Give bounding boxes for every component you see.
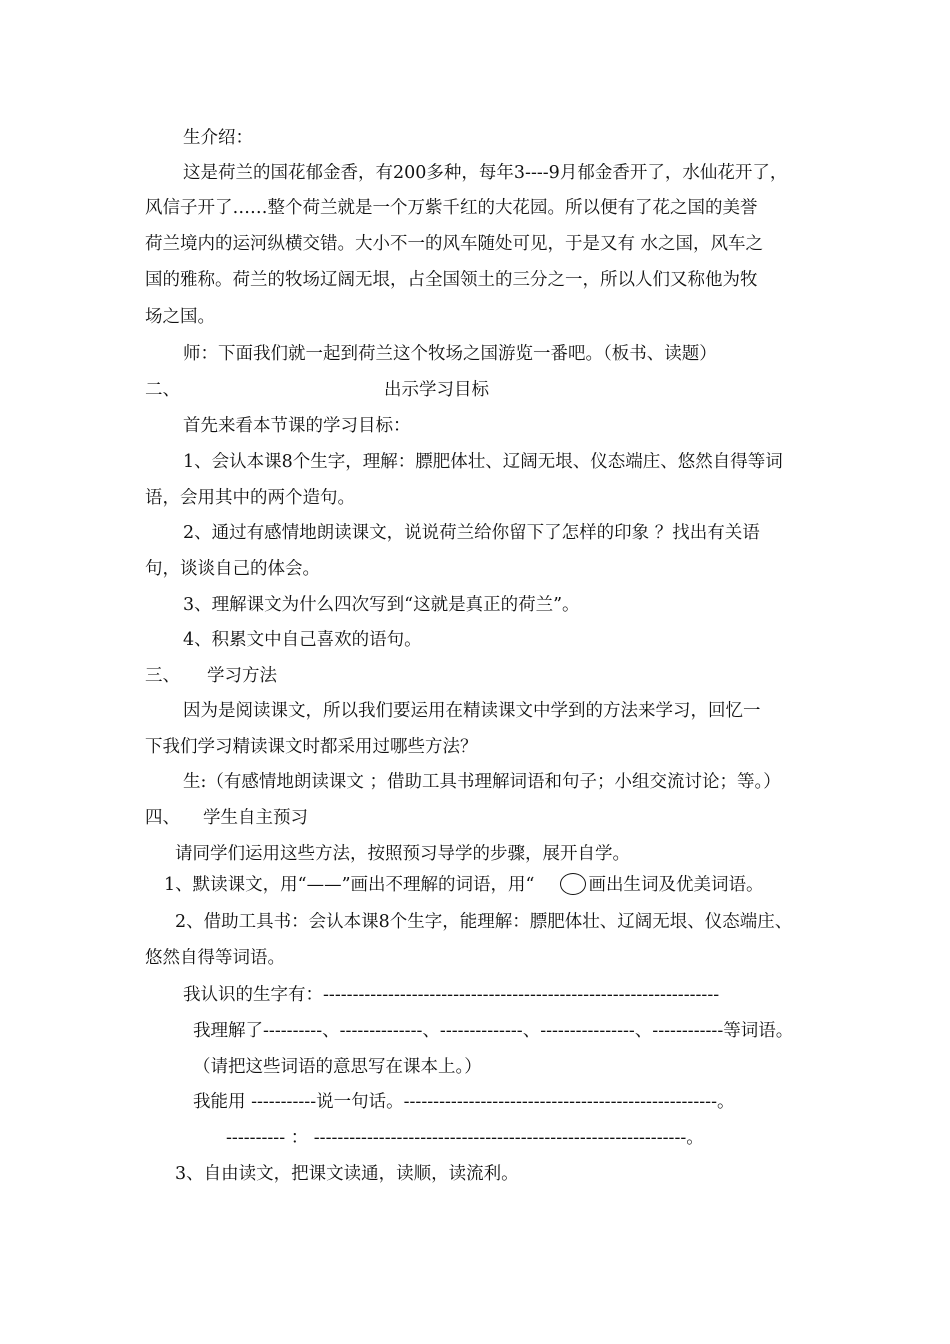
goal-1-line: 1、会认本课8个生字，理解：膘肥体壮、辽阔无垠、仪态端庄、悠然自得等词 xyxy=(183,452,783,472)
method-paragraph-line: 因为是阅读课文，所以我们要运用在精读课文中学到的方法来学习，回忆一 xyxy=(183,701,761,721)
section-4-heading: 学生自主预习 xyxy=(203,808,308,828)
section-3-heading: 学习方法 xyxy=(207,666,277,686)
fill-in-sentence: 我能用 -----------说一句话。-----------------------------------------------------。 xyxy=(193,1092,735,1112)
goal-2-line: 2、通过有感情地朗读课文，说说荷兰给你留下了怎样的印象 ？找出有关语 xyxy=(183,523,760,543)
goal-3-line: 3、理解课文为什么四次写到“这就是真正的荷兰”。 xyxy=(183,595,580,615)
student-answer-line: 生:（有感情地朗读课文 ；借助工具书理解词语和句子；小组交流讨论；等。） xyxy=(183,772,781,792)
preview-lead: 请同学们运用这些方法，按照预习导学的步骤，展开自学。 xyxy=(175,844,630,864)
section-3-number: 三、 xyxy=(145,666,180,686)
intro-paragraph-line: 国的雅称。荷兰的牧场辽阔无垠，占全国领土的三分之一，所以人们又称他为牧 xyxy=(145,270,758,290)
intro-paragraph-line: 荷兰境内的运河纵横交错。大小不一的风车随处可见，于是又有 水之国，风车之 xyxy=(145,234,764,254)
section-4-number: 四、 xyxy=(145,808,180,828)
circle-mark-icon xyxy=(560,873,586,895)
goals-lead: 首先来看本节课的学习目标： xyxy=(183,416,411,436)
section-2-heading: 出示学习目标 xyxy=(384,380,489,400)
intro-paragraph-line: 风信子开了……整个荷兰就是一个万紫千红的大花园。所以便有了花之国的美誉 xyxy=(145,198,758,218)
step-2-line: 悠然自得等词语。 xyxy=(145,948,285,968)
goal-1-line: 语，会用其中的两个造句。 xyxy=(145,488,355,508)
intro-paragraph-line: 场之国。 xyxy=(145,307,215,327)
fill-in-characters: 我认识的生字有：------------------------------------------------------------------- xyxy=(183,985,720,1005)
step-1-text-end: 画出生词及优美词语。 xyxy=(588,875,764,895)
fill-in-words: 我理解了----------、--------------、--------------、----------------、------------等词语。 xyxy=(193,1021,794,1041)
intro-paragraph-line: 这是荷兰的国花郁金香，有200多种，每年3----9月郁金香开了，水仙花开了， xyxy=(183,163,788,183)
goal-2-line: 句，谈谈自己的体会。 xyxy=(145,559,320,579)
goal-4-line: 4、积累文中自己喜欢的语句。 xyxy=(183,630,422,650)
step-3-line: 3、自由读文，把课文读通，读顺，读流利。 xyxy=(175,1164,519,1184)
method-paragraph-line: 下我们学习精读课文时都采用过哪些方法？ xyxy=(145,737,478,757)
teacher-line: 师：下面我们就一起到荷兰这个牧场之国游览一番吧。（板书、读题） xyxy=(183,344,717,364)
step-1-line xyxy=(164,873,763,897)
fill-in-sentence-cont: ---------- ： ---------------------------------------------------------------。 xyxy=(226,1128,704,1148)
fill-in-note: （请把这些词语的意思写在课本上。） xyxy=(193,1057,482,1077)
section-2-number: 二、 xyxy=(145,380,180,400)
step-2-line: 2、借助工具书：会认本课8个生字，能理解：膘肥体壮、辽阔无垠、仪态端庄、 xyxy=(175,912,793,932)
step-1-text: 1、默读课文，用“——”画出不理解的词语，用“ xyxy=(164,875,535,895)
intro-label: 生介绍： xyxy=(183,128,253,148)
